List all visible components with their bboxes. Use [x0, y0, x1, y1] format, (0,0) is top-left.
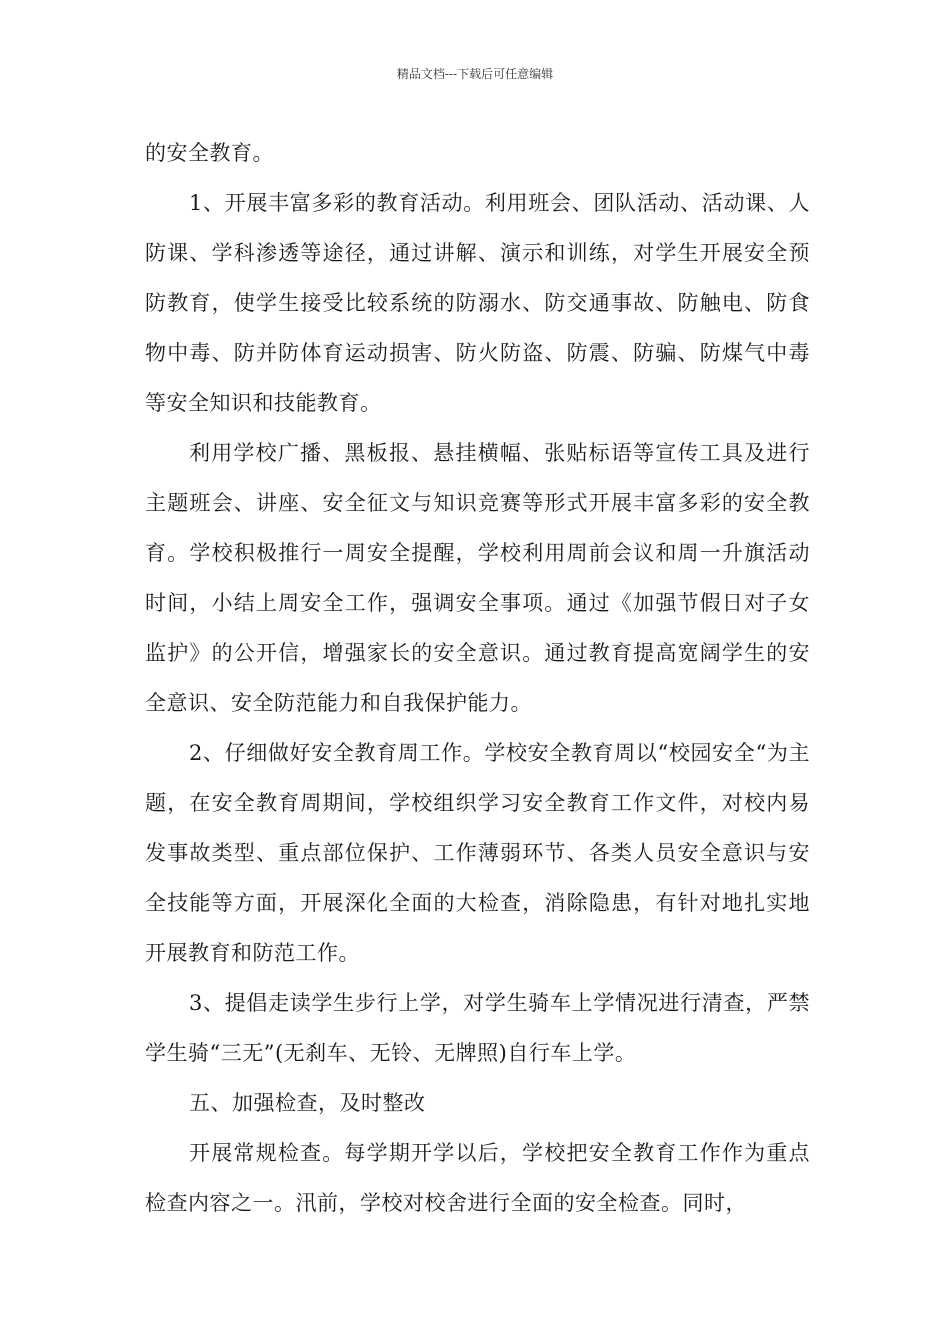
- document-body: [145, 128, 810, 1228]
- page-header: 精品文档---下载后可任意编辑: [396, 67, 554, 81]
- section-heading-5: 五、加强检查，及时整改: [189, 1091, 426, 1115]
- paragraph-publicity: 利用学校广播、黑板报、悬挂横幅、张贴标语等宣传工具及进行主题班会、讲座、安全征文与知识竞赛等形式开展丰富多彩的安全教育。学校积极推行一周安全提醒，学校利用周前会议和周一升旗活动时间，小结上周安全工作，强调安全事项。通过《加强节假日对子女监护》的公开信，增强家长的安全意识。通过教育提高宽阔学生的安全意识、安全防范能力和自我保护能力。: [145, 441, 810, 715]
- paragraph-item-3: 3、提倡走读学生步行上学，对学生骑车上学情况进行清查，严禁学生骑“三无”(无刹车、无铃、无牌照)自行车上学。: [145, 991, 810, 1065]
- paragraph-item-2: 2、仔细做好安全教育周工作。学校安全教育周以“校园安全“为主题，在安全教育周期间，学校组织学习安全教育工作文件，对校内易发事故类型、重点部位保护、工作薄弱环节、各类人员安全意识与安全技能等方面，开展深化全面的大检查，消除隐患，有针对地扎实地开展教育和防范工作。: [145, 741, 810, 965]
- paragraph-continuation: 的安全教育。: [145, 141, 274, 165]
- paragraph-inspection: 开展常规检查。每学期开学以后，学校把安全教育工作作为重点检查内容之一。汛前，学校对校舍进行全面的安全检查。同时，: [145, 1141, 810, 1215]
- paragraph-item-1: 1、开展丰富多彩的教育活动。利用班会、团队活动、活动课、人防课、学科渗透等途径，通过讲解、演示和训练，对学生开展安全预防教育，使学生接受比较系统的防溺水、防交通事故、防触电、防食物中毒、防并防体育运动损害、防火防盗、防震、防骗、防煤气中毒等安全知识和技能教育。: [145, 191, 810, 415]
